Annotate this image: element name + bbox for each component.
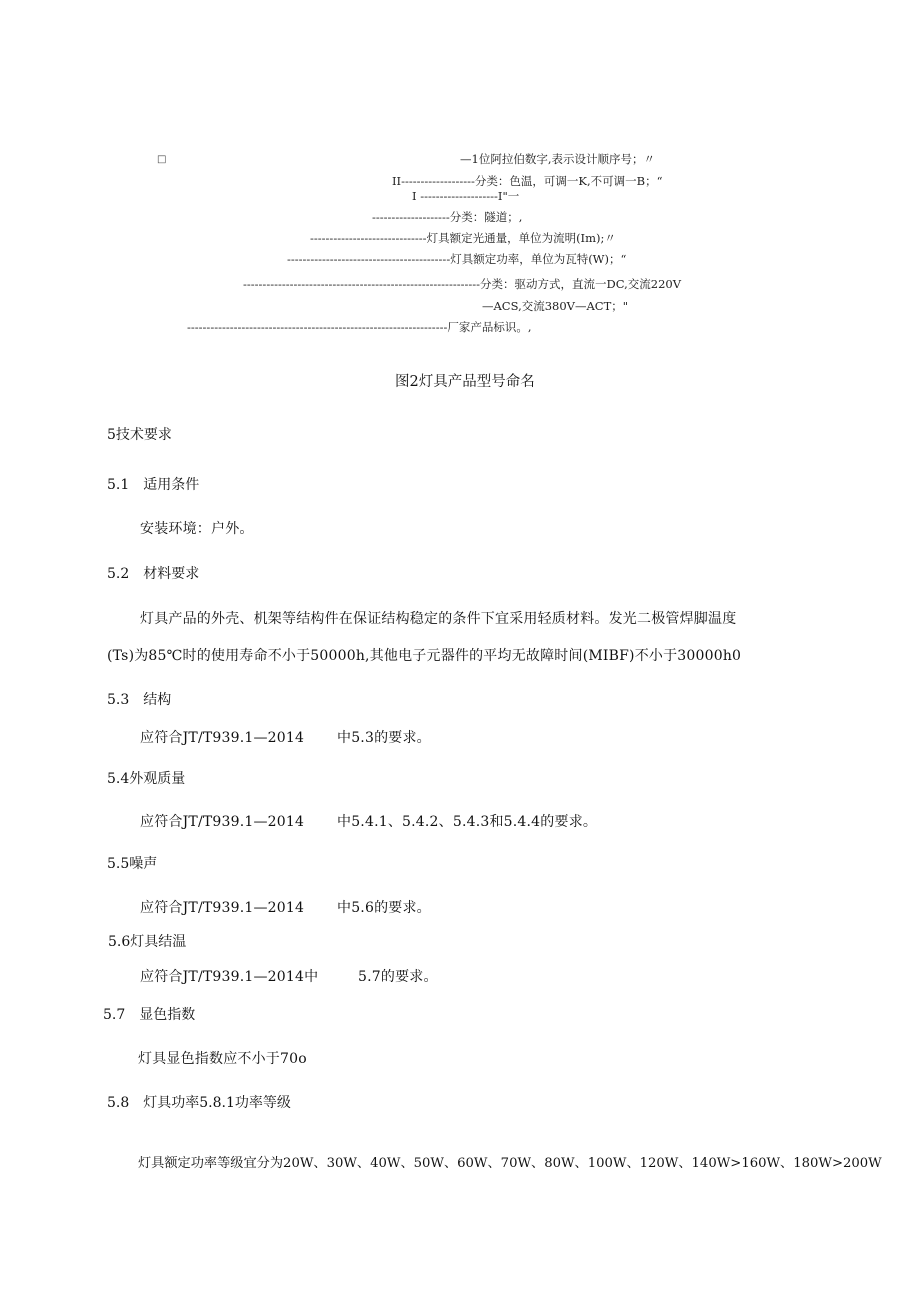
diagram-line-drive-mode-cont: —ACS,交流380V—ACT；" [482, 299, 629, 313]
section-5-4-ref: 应符合JT/T939.1—2014 [140, 814, 305, 830]
section-5-7-title: 5.7 显色指数 [103, 1007, 196, 1023]
section-5-6-title: 5.6灯具结温 [108, 934, 187, 950]
section-5-8-title: 5.8 灯具功率5.8.1功率等级 [107, 1095, 291, 1111]
section-5-8-text: 灯具额定功率等级宜分为20W、30W、40W、50W、60W、70W、80W、100W、120W、140W>160W、180W>200W [138, 1156, 882, 1171]
section-5-4-ref-tail: 中5.4.1、5.4.2、5.4.3和5.4.4的要求。 [337, 814, 598, 830]
diagram-line-tunnel: --------------------分类：隧道；, [372, 210, 523, 224]
diagram-line-connector: I --------------------I"一 [412, 189, 520, 203]
diagram-line-luminous-flux: ------------------------------灯具额定光通量，单位为流明(Im);〃 [310, 231, 616, 245]
section-5-2-text-line2: (Ts)为85℃时的使用寿命不小于50000h,其他电子元器件的平均无故障时间(MIBF)不小于30000h0 [107, 648, 742, 664]
section-5-2-text-line1: 灯具产品的外壳、机架等结构件在保证结构稳定的条件下宜采用轻质材料。发光二极管焊脚温度 [140, 611, 737, 627]
section-5-title: 5技术要求 [107, 427, 172, 443]
section-5-4-title: 5.4外观质量 [107, 771, 186, 787]
section-5-5-title: 5.5噪声 [107, 856, 158, 872]
section-5-5-ref: 应符合JT/T939.1—2014 [140, 900, 305, 916]
section-5-5-ref-tail: 中5.6的要求。 [337, 900, 431, 916]
diagram-marker: □ [157, 154, 167, 165]
diagram-line-power: ------------------------------------------灯具额定功率，单位为瓦特(W)；“ [287, 252, 627, 266]
figure-caption: 图2灯具产品型号命名 [395, 374, 535, 390]
section-5-1-text: 安装环境：户外。 [140, 521, 254, 537]
section-5-6-ref-tail: 5.7的要求。 [358, 969, 438, 985]
section-5-2-title: 5.2 材料要求 [107, 566, 200, 582]
diagram-line-color-temp: II-------------------分类：色温，可调一K,不可调一B；“ [392, 174, 663, 188]
diagram-line-design-number: —1位阿拉伯数字,表示设计顺序号；〃 [460, 152, 655, 166]
section-5-3-ref-tail: 中5.3的要求。 [337, 730, 431, 746]
diagram-line-drive-mode: -------------------------------------------------------------分类：驱动方式，直流一DC,交流220V [243, 277, 682, 291]
diagram-line-manufacturer: -------------------------------------------------------------------厂家产品标识。, [187, 320, 532, 334]
section-5-3-ref: 应符合JT/T939.1—2014 [140, 730, 305, 746]
section-5-3-title: 5.3 结构 [107, 692, 172, 708]
section-5-7-text: 灯具显色指数应不小于70o [138, 1051, 307, 1067]
section-5-6-ref: 应符合JT/T939.1—2014中 [140, 969, 319, 985]
section-5-1-title: 5.1 适用条件 [107, 477, 200, 493]
